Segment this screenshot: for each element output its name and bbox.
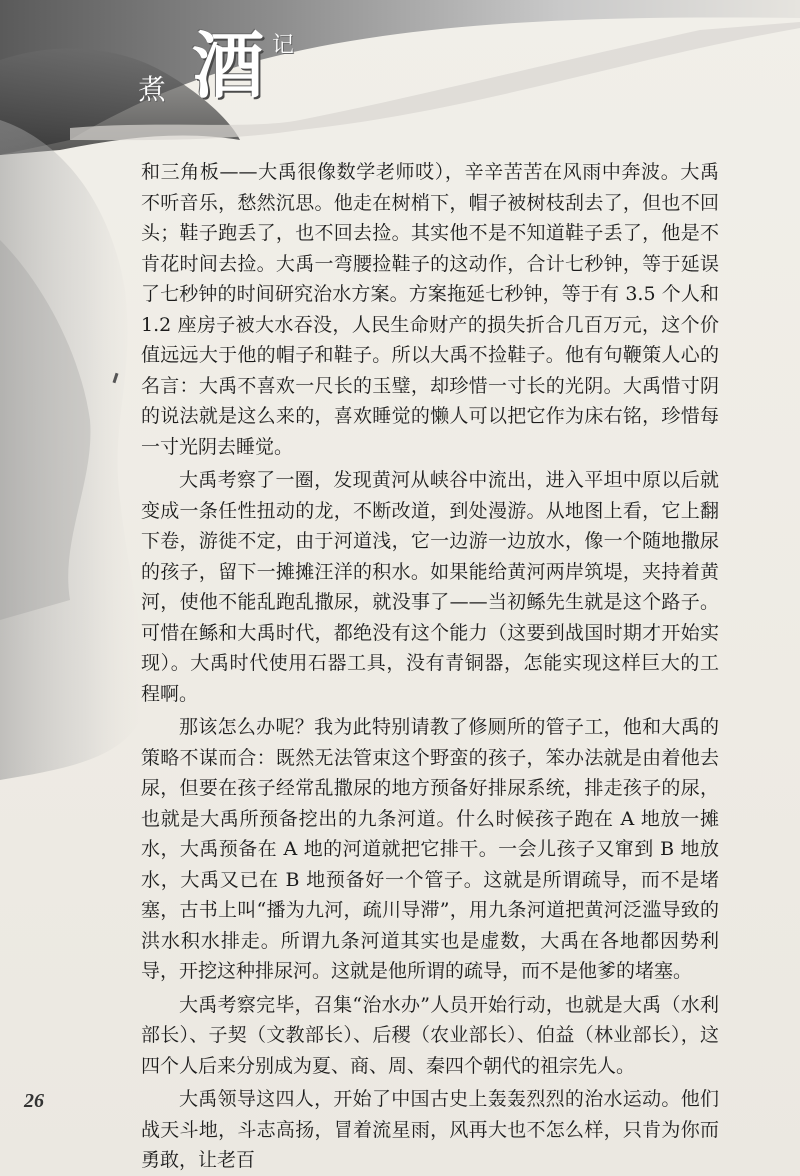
title-char-ji: 记	[272, 33, 295, 58]
body-text	[141, 157, 719, 1176]
page-number: 26	[24, 1090, 44, 1112]
paragraph-5: 大禹领导这四人，开始了中国古史上轰轰烈烈的治水运动。他们战天斗地，斗志高扬，冒着流星雨，风再大也不怎么样，只肯为你而勇敢，让老百	[141, 1088, 719, 1171]
title-char-zhu: 煮	[138, 73, 169, 106]
paragraph-1: 和三角板——大禹很像数学老师哎），辛辛苦苦在风雨中奔波。大禹不听音乐，愁然沉思。他走在树梢下，帽子被树枝刮去了，但也不回头；鞋子跑丢了，也不回去捡。其实他不是不知道鞋子丢了，他是不肯花时间去捡。大禹一弯腰捡鞋子的这动作，合计七秒钟，等于延误了七秒钟的时间研究治水方案。方案拖延七秒钟，等于有 3.5 个人和 1.2 座房子被大水吞没，人民生命财产的损失折合几百万元，这个价值远远大于他的帽子和鞋子。所以大禹不捡鞋子。他有句鞭策人心的名言：大禹不喜欢一尺长的玉璧，却珍惜一寸长的光阴。大禹惜寸阴的说法就是这么来的，喜欢睡觉的懒人可以把它作为床右铭，珍惜每一寸光阴去睡觉。	[141, 161, 719, 458]
paragraph-2: 大禹考察了一圈，发现黄河从峡谷中流出，进入平坦中原以后就变成一条任性扭动的龙，不断改道，到处漫游。从地图上看，它上翻下卷，游徙不定，由于河道浅，它一边游一边放水，像一个随地撒尿的孩子，留下一摊摊汪洋的积水。如果能给黄河两岸筑堤，夹持着黄河，使他不能乱跑乱撒尿，就没事了——当初鲧先生就是这个路子。可惜在鲧和大禹时代，都绝没有这个能力（这要到战国时期才开始实现）。大禹时代使用石器工具，没有青铜器，怎能实现这样巨大的工程啊。	[141, 469, 719, 705]
paragraph-4: 大禹考察完毕，召集“治水办”人员开始行动，也就是大禹（水利部长）、子契（文教部长）、后稷（农业部长）、伯益（林业部长），这四个人后来分别成为夏、商、周、秦四个朝代的祖宗先人。	[141, 993, 719, 1077]
title-char-jiu: 酒	[192, 23, 265, 108]
ink-wash-decoration	[0, 120, 150, 1176]
paragraph-3: 那该怎么办呢？我为此特别请教了修厕所的管子工，他和大禹的策略不谋而合：既然无法管束这个野蛮的孩子，笨办法就是由着他去尿，但要在孩子经常乱撒尿的地方预备好排尿系统，排走孩子的尿，也就是大禹所预备挖出的九条河道。什么时候孩子跑在 A 地放一摊水，大禹预备在 A 地的河道就把它排干。一会儿孩子又窜到 B 地放水，大禹又已在 B 地预备好一个管子。这就是所谓疏导，而不是堵塞，古书上叫“播为九河，疏川导滞”，用九条河道把黄河泛滥导致的洪水积水排走。所谓九条河道其实也是虚数，大禹在各地都因势利导，开挖这种排尿河。这就是他所谓的疏导，而不是他爹的堵塞。	[141, 716, 719, 982]
